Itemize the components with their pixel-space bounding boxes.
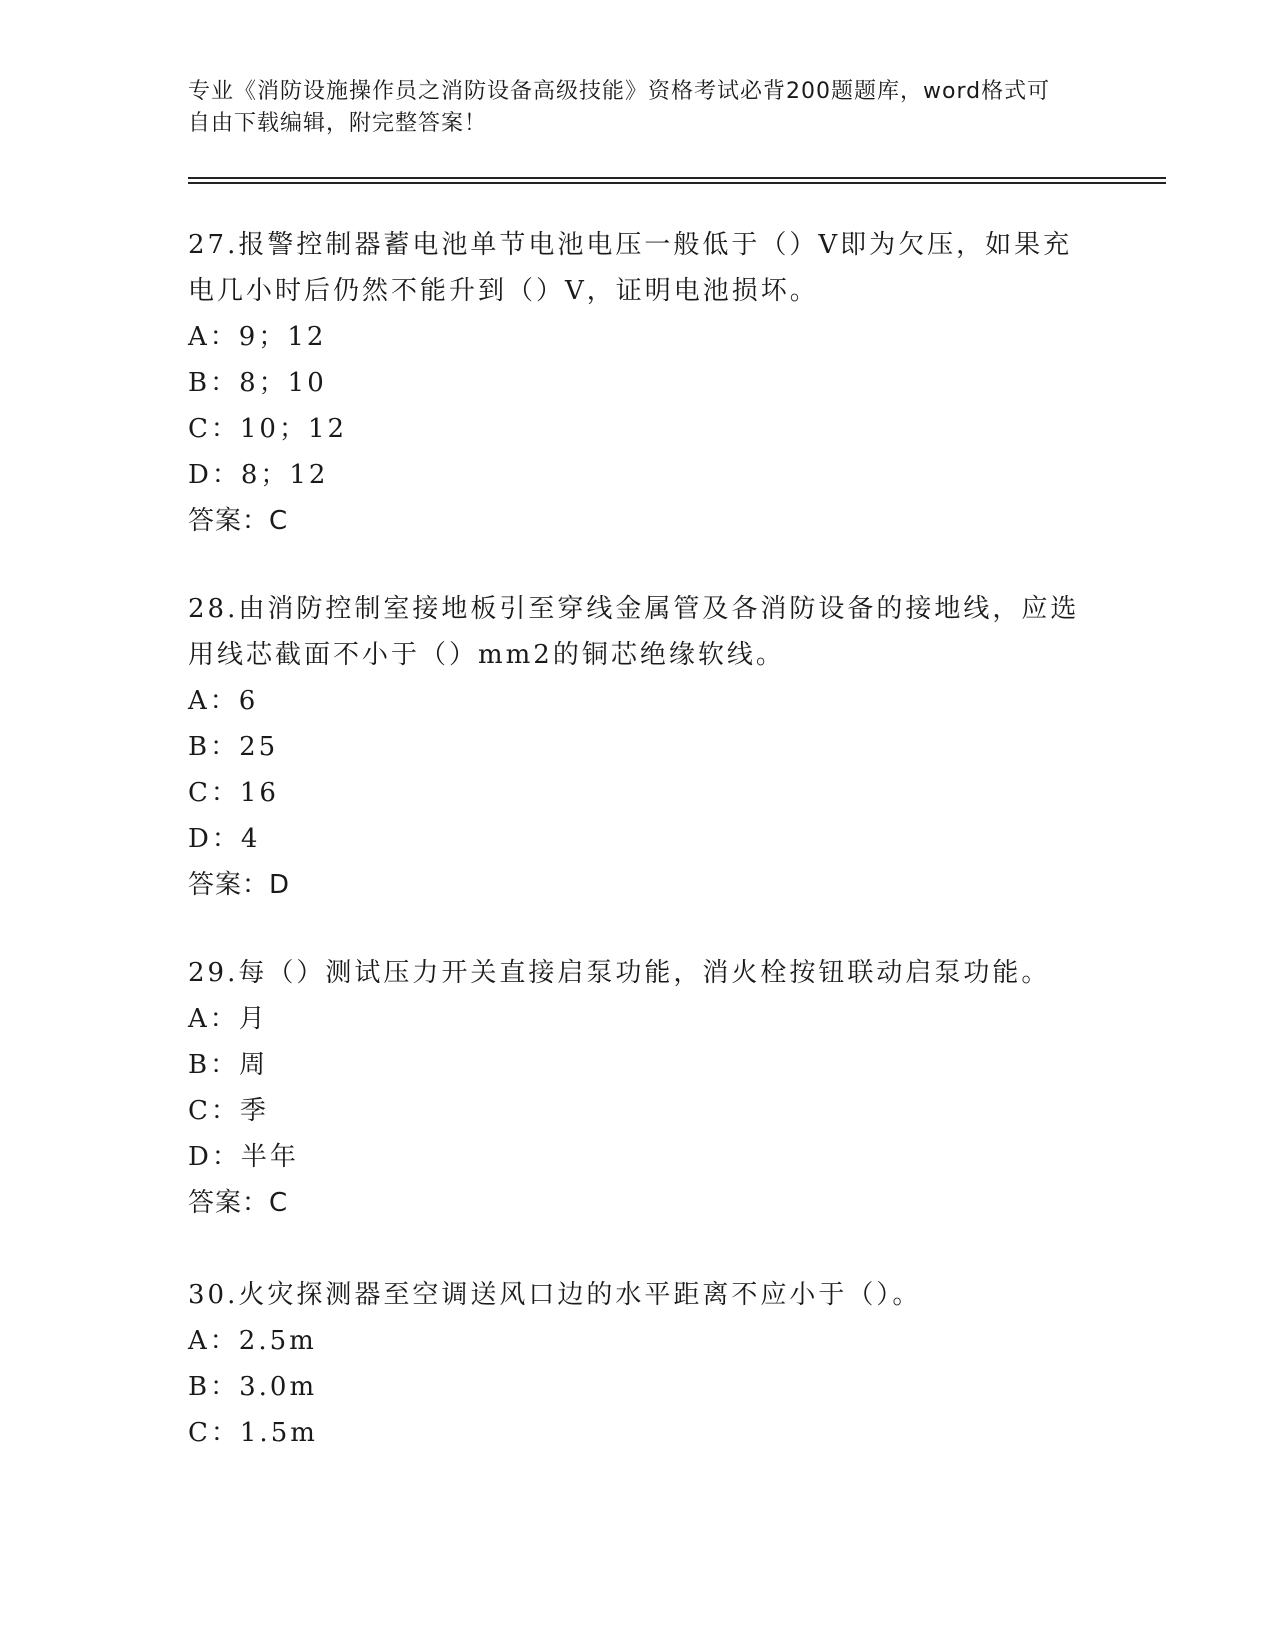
option-d: D：半年 bbox=[188, 1142, 299, 1172]
question-stem: 27.报警控制器蓄电池单节电池电压一般低于（）V即为欠压，如果充电几小时后仍然不能升到（）V，证明电池损坏。 bbox=[188, 230, 1073, 306]
option-c: C：10；12 bbox=[188, 414, 348, 444]
option-a: A：9；12 bbox=[188, 322, 327, 352]
answer-line: 答案：C bbox=[188, 1188, 289, 1218]
option-b: B：25 bbox=[188, 732, 279, 762]
option-a: A：2.5m bbox=[188, 1326, 317, 1356]
option-d: D：4 bbox=[188, 824, 261, 854]
question-28 bbox=[188, 586, 1088, 908]
option-a: A：6 bbox=[188, 686, 259, 716]
option-c: C：季 bbox=[188, 1096, 269, 1126]
question-stem: 29.每（）测试压力开关直接启泵功能，消火栓按钮联动启泵功能。 bbox=[188, 958, 1051, 988]
question-30 bbox=[188, 1272, 1088, 1456]
option-c: C：1.5m bbox=[188, 1418, 318, 1448]
option-a: A：月 bbox=[188, 1004, 268, 1034]
question-stem: 30.火灾探测器至空调送风口边的水平距离不应小于（）。 bbox=[188, 1280, 922, 1310]
document-header-text: 专业《消防设施操作员之消防设备高级技能》资格考试必背200题题库，word格式可自由下载编辑，附完整答案！ bbox=[188, 79, 1051, 136]
option-b: B：3.0m bbox=[188, 1372, 318, 1402]
question-29 bbox=[188, 950, 1088, 1226]
option-b: B：周 bbox=[188, 1050, 269, 1080]
option-d: D：8；12 bbox=[188, 460, 329, 490]
header-divider-bottom bbox=[188, 182, 1166, 184]
header-divider-top bbox=[188, 177, 1166, 179]
option-c: C：16 bbox=[188, 778, 279, 808]
answer-line: 答案：D bbox=[188, 870, 291, 900]
answer-line: 答案：C bbox=[188, 506, 289, 536]
question-stem: 28.由消防控制室接地板引至穿线金属管及各消防设备的接地线，应选用线芯截面不小于（）mm2的铜芯绝缘软线。 bbox=[188, 594, 1080, 670]
option-b: B：8；10 bbox=[188, 368, 327, 398]
question-27 bbox=[188, 222, 1088, 544]
